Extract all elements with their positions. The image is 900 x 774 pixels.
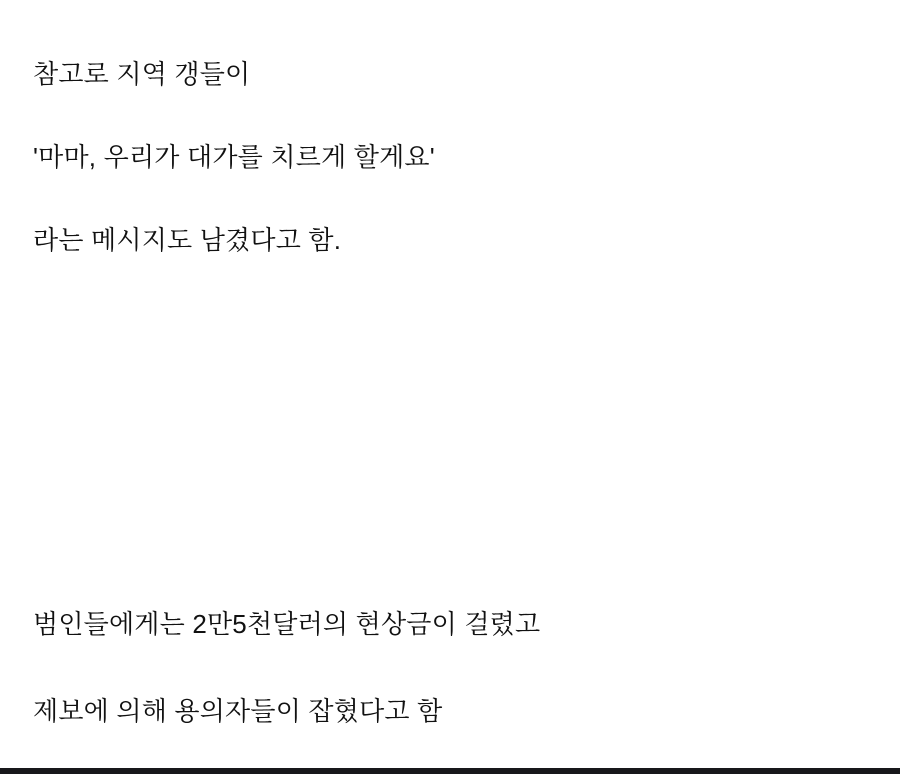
text-line: 라는 메시지도 남겼다고 함.	[33, 225, 342, 255]
bottom-edge-bar	[0, 768, 900, 774]
text-line: 범인들에게는 2만5천달러의 현상금이 걸렸고	[33, 609, 541, 639]
text-line: 제보에 의해 용의자들이 잡혔다고 함	[33, 696, 443, 726]
text-line-quote: '마마, 우리가 대가를 치르게 할게요'	[33, 142, 435, 172]
text-line: 참고로 지역 갱들이	[33, 59, 251, 89]
